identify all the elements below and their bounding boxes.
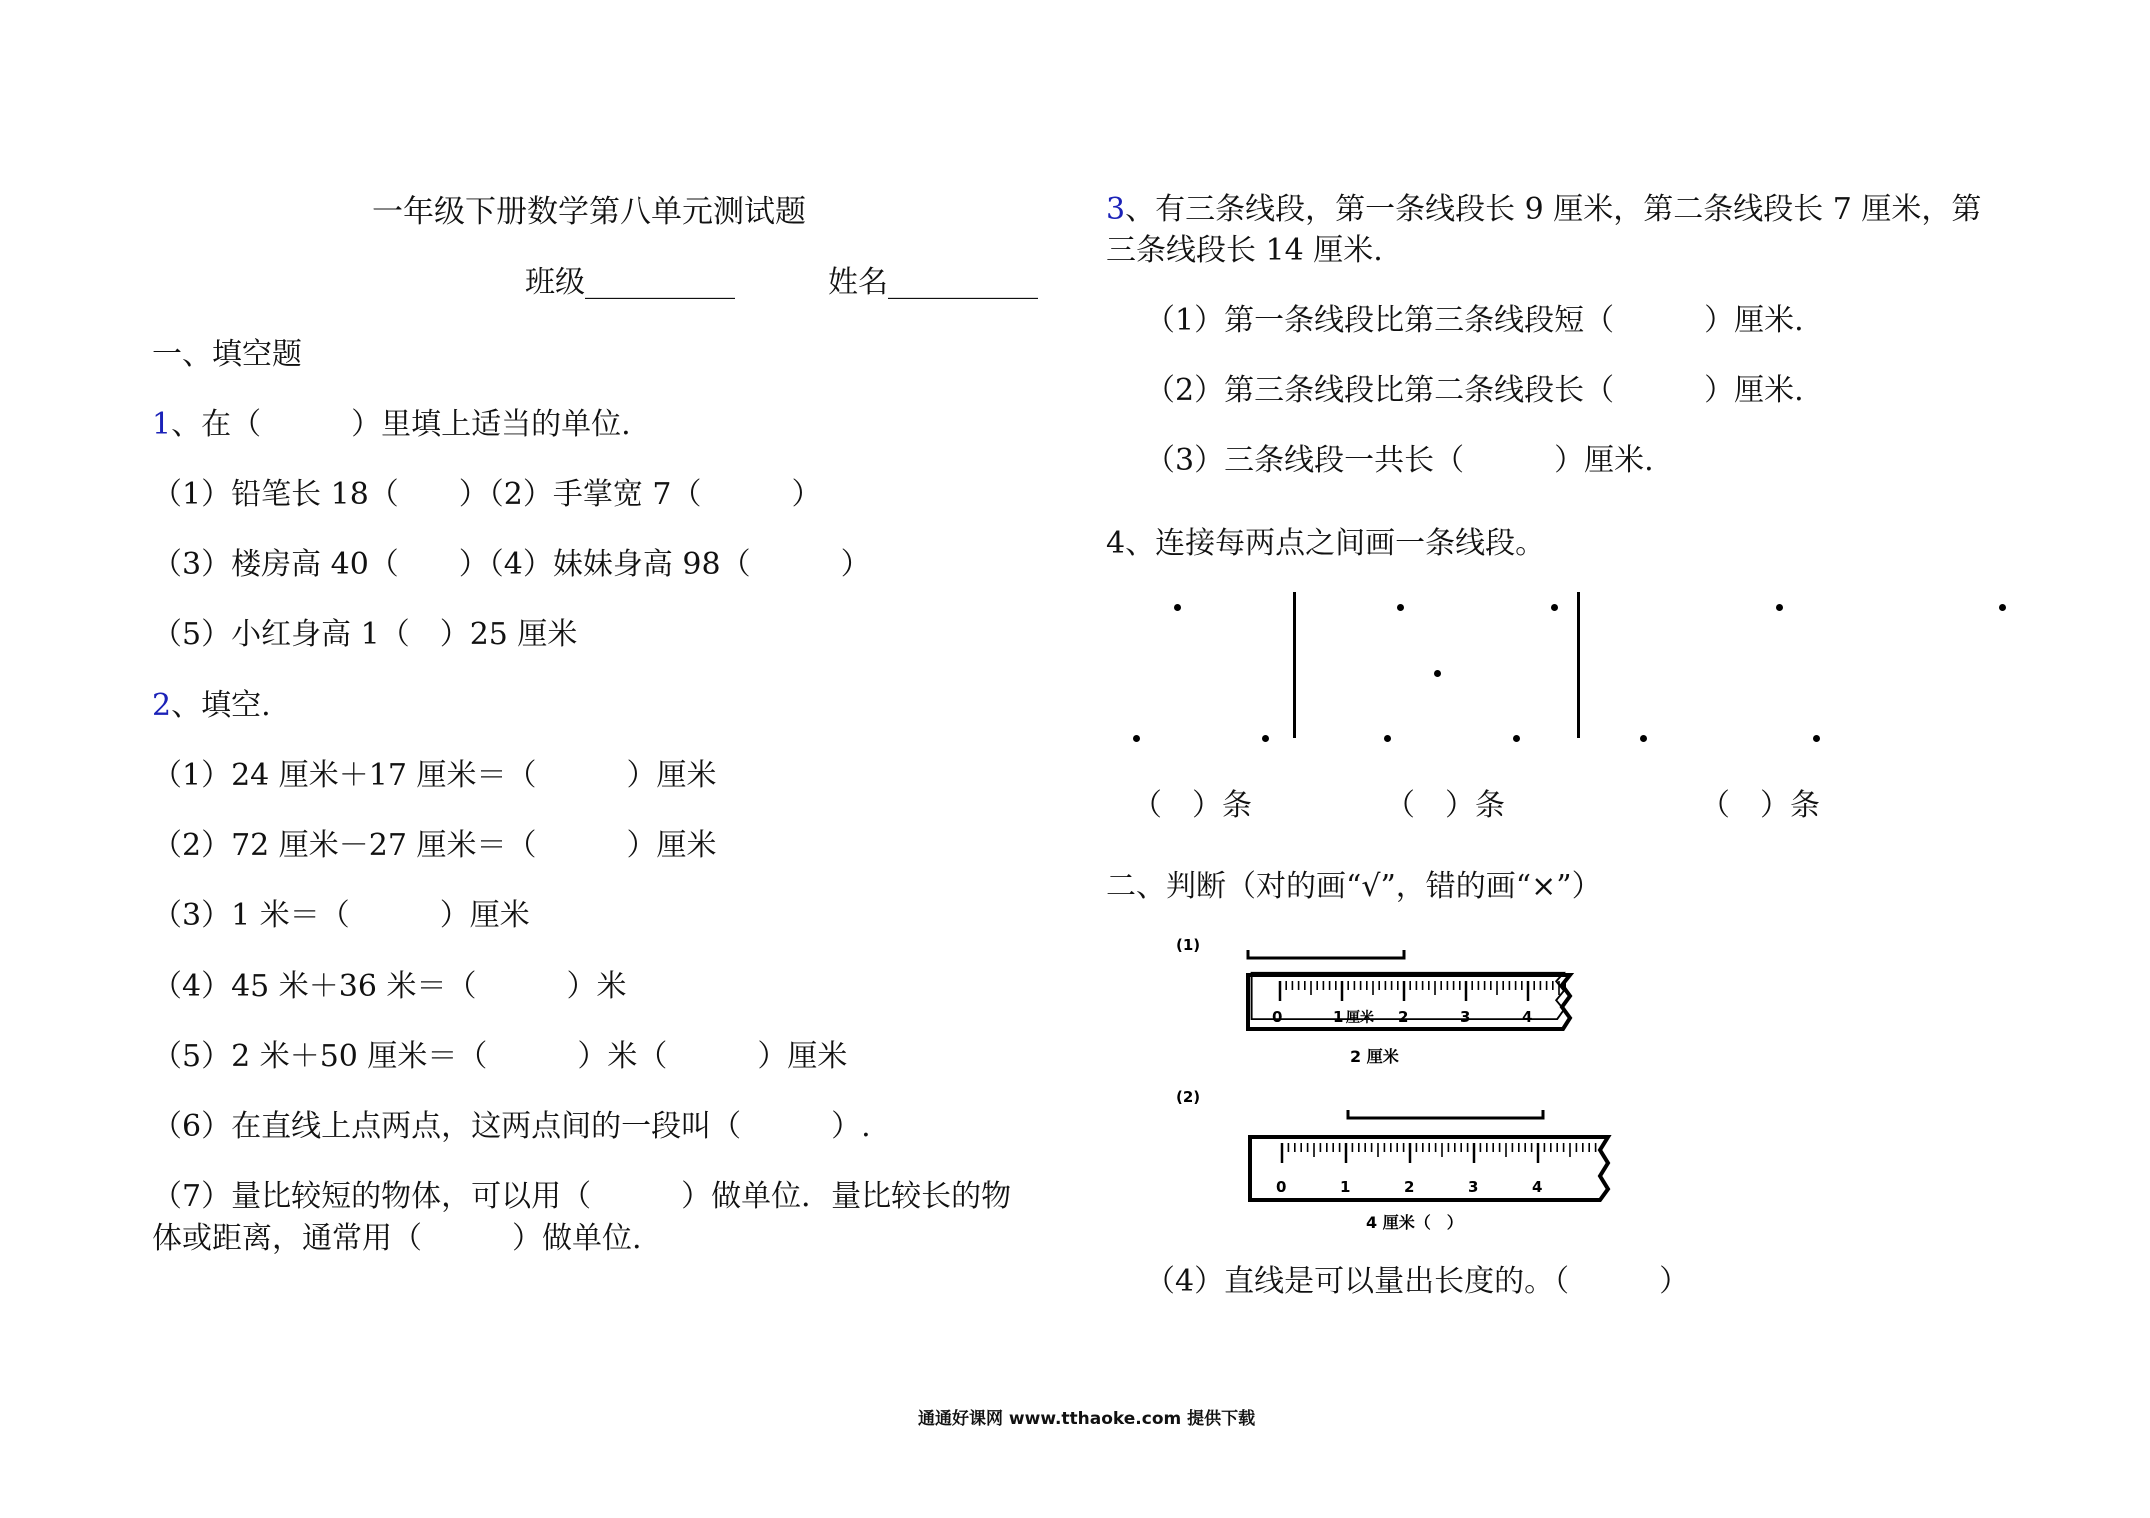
tick-label: 1 — [1340, 1178, 1351, 1196]
tick-label: 2 — [1398, 1008, 1409, 1026]
tick-label: 0 — [1276, 1178, 1287, 1196]
tick-label: 2 — [1404, 1178, 1415, 1196]
point — [1397, 604, 1404, 611]
point — [1776, 604, 1783, 611]
footer-credit: 通通好课网 www.tthaoke.com 提供下载 — [918, 1409, 1256, 1429]
question-1 — [152, 408, 631, 442]
tick-label: 4 — [1532, 1178, 1543, 1196]
ruler-1-caption: 2 厘米 — [1350, 1047, 1399, 1066]
question-3 — [1106, 193, 1981, 227]
name-field-label: 姓名__________ — [828, 265, 1038, 300]
class-field-label: 班级__________ — [525, 265, 735, 300]
question-2-number: 2 — [152, 688, 172, 723]
question-3-text-continued: 三条线段长 14 厘米. — [1106, 233, 1383, 268]
question-1-number: 1 — [152, 407, 172, 442]
question-2-item: （4）45 米＋36 米＝（ ）米 — [152, 969, 627, 1004]
section-1-heading: 一、填空题 — [152, 337, 302, 372]
point — [1551, 604, 1558, 611]
question-2-item: （3）1 米＝（ ）厘米 — [152, 898, 530, 933]
question-3-item: （1）第一条线段比第三条线段短（ ）厘米. — [1145, 303, 1804, 338]
tick-label: 3 — [1460, 1008, 1471, 1026]
answer-count-1: （ ）条 — [1132, 788, 1252, 823]
question-1-row-1: （1）铅笔长 18（ ）（2）手掌宽 7（ ） — [152, 477, 822, 512]
question-1-text: 、在（ ）里填上适当的单位. — [171, 407, 631, 442]
divider-line — [1293, 592, 1296, 738]
question-2 — [152, 689, 271, 723]
question-1-row-2: （3）楼房高 40（ ）（4）妹妹身高 98（ ） — [152, 547, 871, 582]
question-3-item: （2）第三条线段比第二条线段长（ ）厘米. — [1145, 373, 1804, 408]
question-2-item: （5）2 米＋50 厘米＝（ ）米（ ）厘米 — [152, 1039, 848, 1074]
ruler-figure-2 — [1168, 1080, 1618, 1240]
tick-unit-label: 厘米 — [1346, 1010, 1374, 1026]
point — [1434, 670, 1441, 677]
divider-line — [1577, 592, 1580, 738]
question-2-text: 、填空. — [171, 688, 271, 723]
point — [1133, 735, 1140, 742]
page-title: 一年级下册数学第八单元测试题 — [372, 194, 806, 230]
point — [1813, 735, 1820, 742]
point — [1384, 735, 1391, 742]
ruler-2-tag: (2) — [1176, 1088, 1201, 1106]
tick-label: 3 — [1468, 1178, 1479, 1196]
answer-count-3: （ ）条 — [1700, 788, 1820, 823]
point — [1513, 735, 1520, 742]
question-2-item: （6）在直线上点两点，这两点间的一段叫（ ）. — [152, 1109, 871, 1144]
ruler-figure-1 — [1168, 930, 1588, 1070]
point — [1174, 604, 1181, 611]
ruler-1-tag: (1) — [1176, 936, 1201, 954]
segment-bracket — [1348, 1110, 1543, 1118]
question-2-item: 体或距离，通常用（ ）做单位. — [152, 1221, 642, 1256]
tick-label: 4 — [1522, 1008, 1533, 1026]
point — [1999, 604, 2006, 611]
question-1-row-3: （5）小红身高 1（ ）25 厘米 — [152, 617, 578, 652]
tick-label: 1 — [1333, 1008, 1344, 1026]
point — [1262, 735, 1269, 742]
question-2-item: （2）72 厘米－27 厘米＝（ ）厘米 — [152, 828, 717, 863]
answer-count-2: （ ）条 — [1385, 788, 1505, 823]
question-4: 4、连接每两点之间画一条线段。 — [1106, 526, 1546, 561]
question-3-number: 3 — [1106, 192, 1126, 227]
judgement-item-4: （4）直线是可以量出长度的。（ ） — [1145, 1264, 1690, 1299]
point — [1640, 735, 1647, 742]
question-3-text: 、有三条线段，第一条线段长 9 厘米，第二条线段长 7 厘米，第 — [1125, 192, 1982, 227]
ruler-2-caption: 4 厘米（ ） — [1366, 1213, 1463, 1232]
tick-label: 0 — [1272, 1008, 1283, 1026]
question-2-item: （7）量比较短的物体，可以用（ ）做单位．量比较长的物 — [152, 1179, 1012, 1214]
question-3-item: （3）三条线段一共长（ ）厘米. — [1145, 443, 1654, 478]
question-2-item: （1）24 厘米＋17 厘米＝（ ）厘米 — [152, 758, 717, 793]
segment-bracket — [1248, 950, 1404, 958]
section-2-heading: 二、判断（对的画“√”，错的画“×”） — [1106, 869, 1602, 904]
